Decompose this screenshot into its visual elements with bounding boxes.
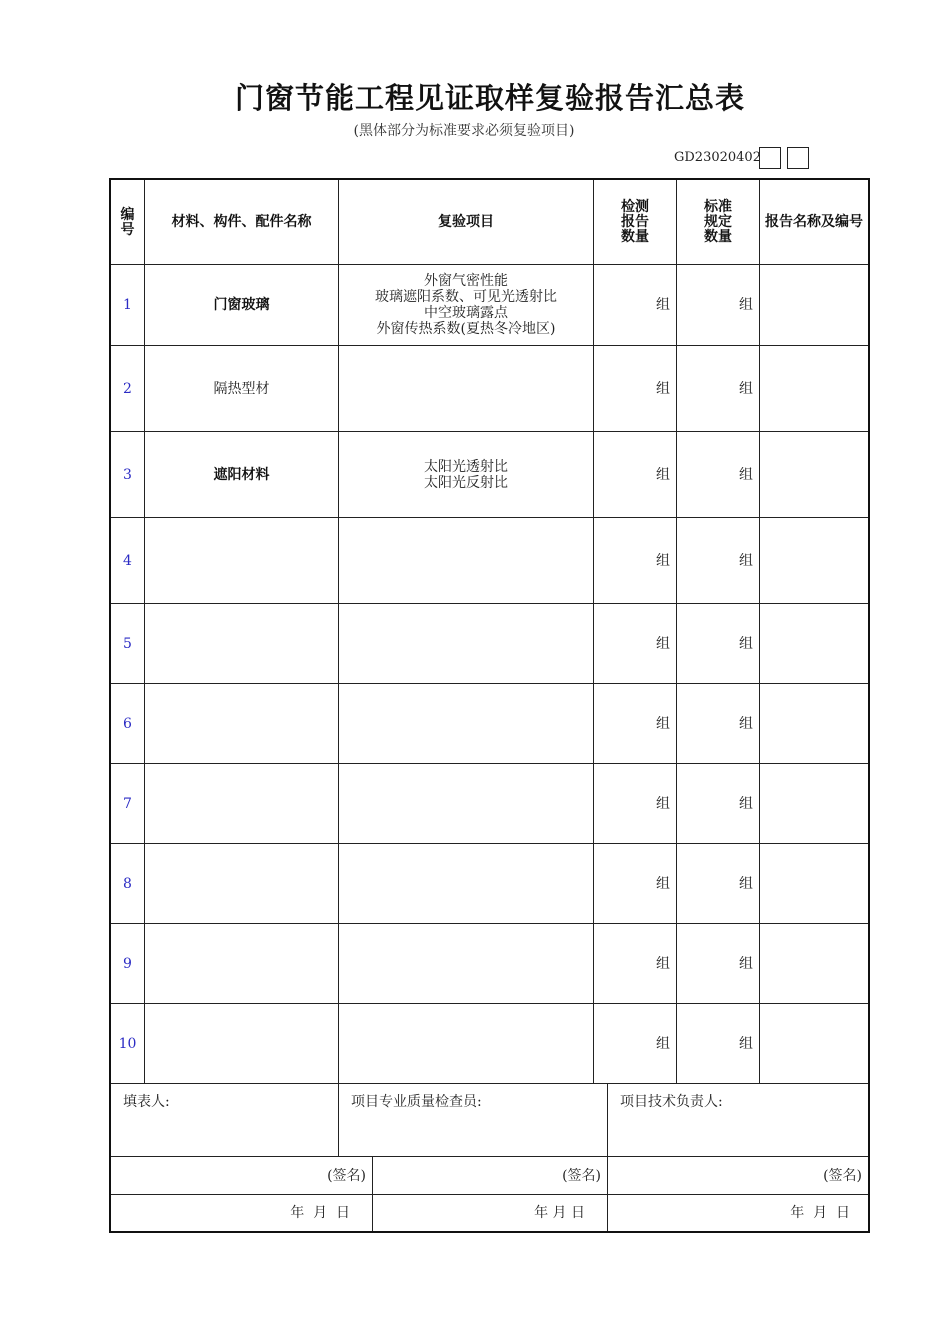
header-divider <box>111 264 868 265</box>
footer-column-divider <box>607 1084 608 1231</box>
report-name[interactable] <box>760 265 868 345</box>
report-name[interactable] <box>760 346 868 431</box>
page-title: 门窗节能工程见证取样复验报告汇总表 <box>234 81 745 115</box>
standard-count[interactable]: 组 <box>739 635 753 652</box>
test-items[interactable] <box>339 265 593 345</box>
header-material: 材料、构件、配件名称 <box>171 214 312 230</box>
inspector-date[interactable] <box>373 1195 607 1231</box>
material-name[interactable] <box>145 844 338 923</box>
material-name[interactable] <box>145 924 338 1003</box>
test-item: 玻璃遮阳系数、可见光透射比 <box>375 289 557 305</box>
row-number: 5 <box>123 635 132 652</box>
test-item: 太阳光透射比 <box>424 458 508 475</box>
report-name[interactable] <box>760 1004 868 1083</box>
row-number: 6 <box>123 715 132 732</box>
header-no-label: 编号 <box>120 206 135 238</box>
header-standard-count-label: 标准规定数量 <box>704 199 732 245</box>
column-divider <box>144 180 145 1084</box>
material-name[interactable]: 隔热型材 <box>213 380 270 397</box>
row-divider <box>111 763 868 764</box>
test-count[interactable]: 组 <box>656 795 670 812</box>
row-number: 7 <box>123 795 132 812</box>
test-item: 外窗传热系数(夏热冬冷地区) <box>376 321 556 337</box>
row-number: 10 <box>118 1035 137 1052</box>
test-item: 中空玻璃露点 <box>424 305 508 321</box>
row-number: 3 <box>123 466 132 483</box>
test-count[interactable]: 组 <box>656 297 670 313</box>
report-name[interactable] <box>760 432 868 517</box>
page-subtitle: (黑体部分为标准要求必须复验项目) <box>353 123 575 139</box>
header-no <box>111 180 144 265</box>
report-name[interactable] <box>760 924 868 1003</box>
row-divider <box>111 843 868 844</box>
test-count[interactable]: 组 <box>656 466 670 483</box>
tech-lead-date-text: 年 月 日 <box>790 1205 850 1221</box>
test-count[interactable]: 组 <box>656 875 670 892</box>
material-name[interactable]: 遮阳材料 <box>213 466 270 483</box>
test-items[interactable] <box>339 1004 593 1083</box>
footer-column-divider <box>372 1157 373 1231</box>
standard-count[interactable]: 组 <box>739 795 753 812</box>
material-name[interactable] <box>145 1004 338 1083</box>
test-count[interactable]: 组 <box>656 380 670 397</box>
row-number: 8 <box>123 875 132 892</box>
row-number: 4 <box>123 552 132 569</box>
inspector-date-text: 年 月 日 <box>534 1205 585 1221</box>
row-divider <box>111 923 868 924</box>
header-test-count <box>594 180 676 265</box>
standard-count[interactable]: 组 <box>739 875 753 892</box>
row-number: 2 <box>123 380 132 397</box>
report-name[interactable] <box>760 764 868 843</box>
code-suffix-box-2[interactable] <box>787 147 809 169</box>
standard-count[interactable]: 组 <box>739 380 753 397</box>
report-name[interactable] <box>760 684 868 763</box>
test-items[interactable] <box>339 684 593 763</box>
material-name[interactable] <box>145 518 338 603</box>
material-name[interactable] <box>145 764 338 843</box>
material-name[interactable] <box>145 684 338 763</box>
footer-divider <box>111 1194 868 1195</box>
column-divider <box>593 180 594 1084</box>
test-items[interactable] <box>339 346 593 431</box>
row-divider <box>111 1003 868 1004</box>
test-count[interactable]: 组 <box>656 715 670 732</box>
report-name[interactable] <box>760 604 868 683</box>
test-items[interactable] <box>339 432 593 517</box>
report-name[interactable] <box>760 844 868 923</box>
code-suffix-box-1[interactable] <box>759 147 781 169</box>
row-divider <box>111 517 868 518</box>
test-count[interactable]: 组 <box>656 1035 670 1052</box>
standard-count[interactable]: 组 <box>739 297 753 313</box>
row-divider <box>111 683 868 684</box>
filler-sign[interactable]: (签名) <box>327 1168 366 1184</box>
row-number: 9 <box>123 955 132 972</box>
test-count[interactable]: 组 <box>656 635 670 652</box>
header-report-label: 报告名称及编号 <box>765 214 863 230</box>
table-footer-divider <box>111 1083 868 1084</box>
tech-lead-label: 项目技术负责人: <box>620 1094 723 1110</box>
header-test-count-label: 检测报告数量 <box>621 199 649 245</box>
test-items[interactable] <box>339 518 593 603</box>
inspector-sign[interactable]: (签名) <box>562 1168 601 1184</box>
inspector-label: 项目专业质量检查员: <box>351 1094 482 1110</box>
footer-divider <box>111 1156 868 1157</box>
test-item: 外窗气密性能 <box>424 273 508 289</box>
filler-date[interactable] <box>111 1195 372 1231</box>
material-name[interactable]: 门窗玻璃 <box>213 297 270 313</box>
summary-table <box>109 178 870 1233</box>
column-divider <box>676 180 677 1084</box>
tech-lead-sign[interactable]: (签名) <box>823 1168 862 1184</box>
test-items[interactable] <box>339 924 593 1003</box>
material-name[interactable] <box>145 604 338 683</box>
standard-count[interactable]: 组 <box>739 466 753 483</box>
filler-label: 填表人: <box>123 1094 170 1110</box>
standard-count[interactable]: 组 <box>739 1035 753 1052</box>
standard-count[interactable]: 组 <box>739 715 753 732</box>
header-standard-count <box>677 180 759 265</box>
test-items[interactable] <box>339 844 593 923</box>
row-divider <box>111 603 868 604</box>
filler-date-text: 年 月 日 <box>290 1205 350 1221</box>
standard-count[interactable]: 组 <box>739 955 753 972</box>
test-items[interactable] <box>339 604 593 683</box>
report-name[interactable] <box>760 518 868 603</box>
standard-count[interactable]: 组 <box>739 552 753 569</box>
row-divider <box>111 431 868 432</box>
test-items[interactable] <box>339 764 593 843</box>
header-report <box>760 180 868 265</box>
column-divider <box>338 180 339 1084</box>
form-code: GD23020402 <box>674 150 761 165</box>
test-count[interactable]: 组 <box>656 955 670 972</box>
row-divider <box>111 345 868 346</box>
tech-lead-date[interactable] <box>608 1195 868 1231</box>
test-item: 太阳光反射比 <box>424 474 508 491</box>
column-divider <box>759 180 760 1084</box>
header-items: 复验项目 <box>438 214 494 230</box>
footer-column-divider <box>338 1084 339 1157</box>
test-count[interactable]: 组 <box>656 552 670 569</box>
row-number: 1 <box>123 297 132 313</box>
